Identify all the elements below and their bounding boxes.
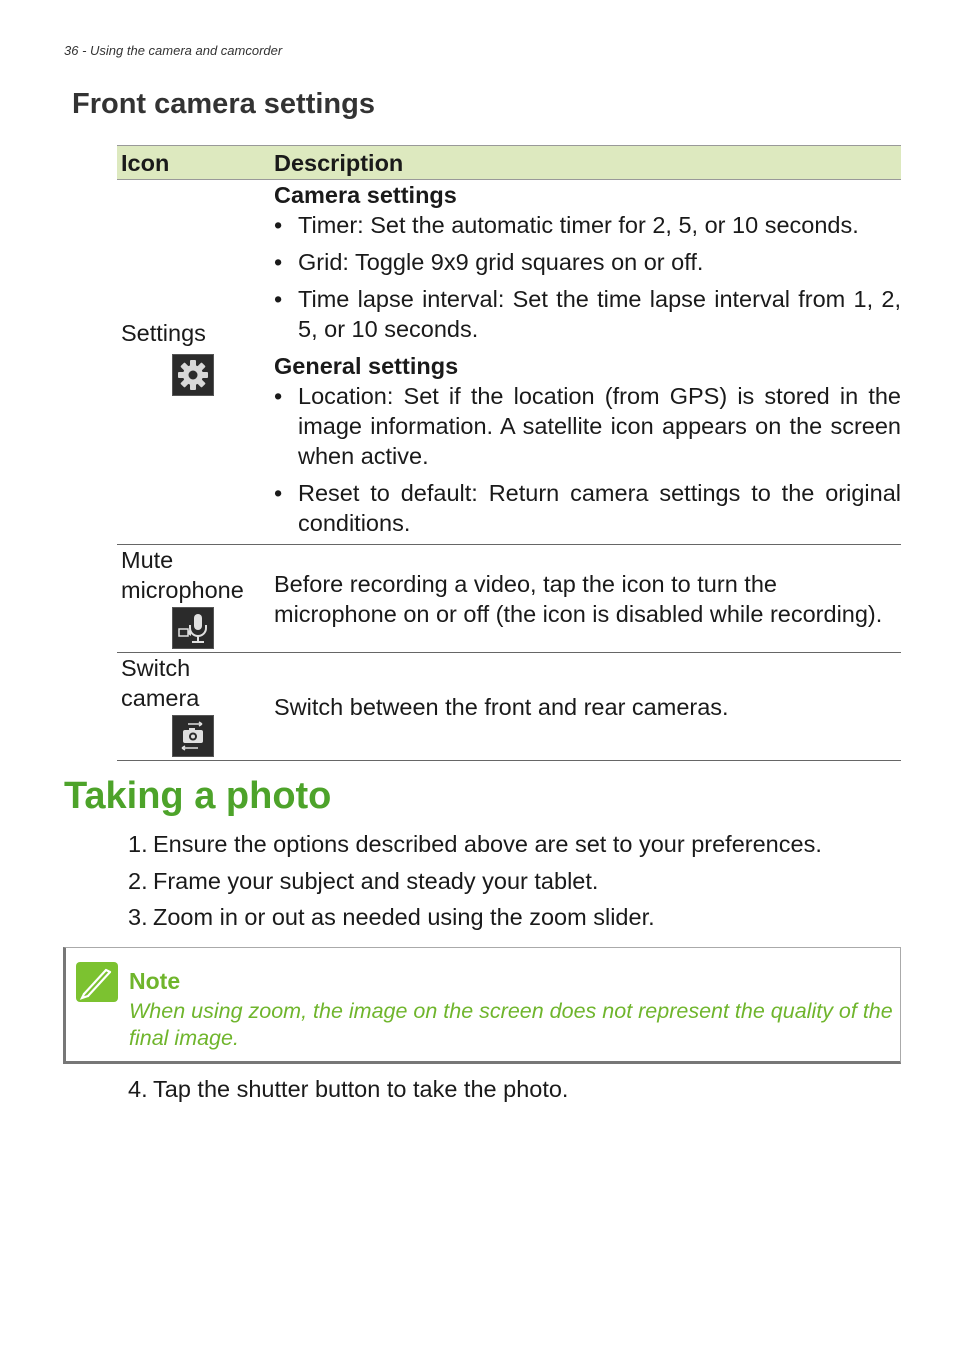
mute-description-cell: Before recording a video, tap the icon to turn the microphone on or off (the icon is disabled while recording).	[270, 545, 901, 653]
list-item: 1. Ensure the options described above are set to your preferences.	[128, 831, 822, 857]
general-settings-heading: General settings	[274, 353, 459, 379]
note-box	[63, 947, 901, 1064]
switch-label-line1: Switch	[121, 655, 191, 681]
general-settings-list	[274, 381, 901, 538]
switch-label-line2: camera	[121, 685, 200, 711]
table-row-switch	[117, 653, 901, 761]
note-body: When using zoom, the image on the screen does not represent the quality of the final image.	[129, 999, 893, 1050]
list-item: • Time lapse interval: Set the time lapse interval from 1, 2, 5, or 10 seconds.	[274, 286, 901, 342]
table-row-settings	[117, 180, 901, 545]
switch-description-cell: Switch between the front and rear cameras.	[270, 653, 901, 761]
mute-label-line2: microphone	[121, 577, 244, 603]
section-title: Front camera settings	[72, 88, 375, 120]
note-title: Note	[129, 968, 181, 994]
camera-settings-table	[117, 145, 901, 761]
mute-label-line1: Mute	[121, 547, 174, 573]
list-item: • Reset to default: Return camera settings to the original conditions.	[274, 480, 901, 536]
settings-description-cell	[270, 180, 901, 545]
switch-icon-cell	[117, 653, 270, 761]
pencil-icon	[76, 962, 118, 1002]
list-item: 3. Zoom in or out as needed using the zoom slider.	[128, 904, 655, 930]
column-header-description: Description	[270, 146, 901, 180]
list-item: • Grid: Toggle 9x9 grid squares on or off.	[274, 249, 704, 275]
switch-camera-icon	[172, 715, 214, 757]
settings-icon-cell	[117, 180, 270, 545]
settings-label: Settings	[121, 320, 206, 346]
table-row-mute	[117, 545, 901, 653]
list-item: • Timer: Set the automatic timer for 2, 5, or 10 seconds.	[274, 212, 859, 238]
camera-settings-heading: Camera settings	[274, 182, 457, 208]
microphone-icon	[172, 607, 214, 649]
camera-settings-list	[274, 210, 901, 344]
page-header: 36 - Using the camera and camcorder	[64, 43, 283, 58]
column-header-icon: Icon	[117, 146, 270, 180]
mute-icon-cell	[117, 545, 270, 653]
list-item: • Location: Set if the location (from GPS) is stored in the image information. A satellite icon appears on the screen when active.	[274, 383, 901, 469]
list-item: 4. Tap the shutter button to take the photo.	[128, 1076, 569, 1102]
gear-icon	[172, 354, 214, 396]
main-title: Taking a photo	[64, 775, 332, 817]
table-header-row	[117, 146, 901, 180]
list-item: 2. Frame your subject and steady your tablet.	[128, 868, 599, 894]
